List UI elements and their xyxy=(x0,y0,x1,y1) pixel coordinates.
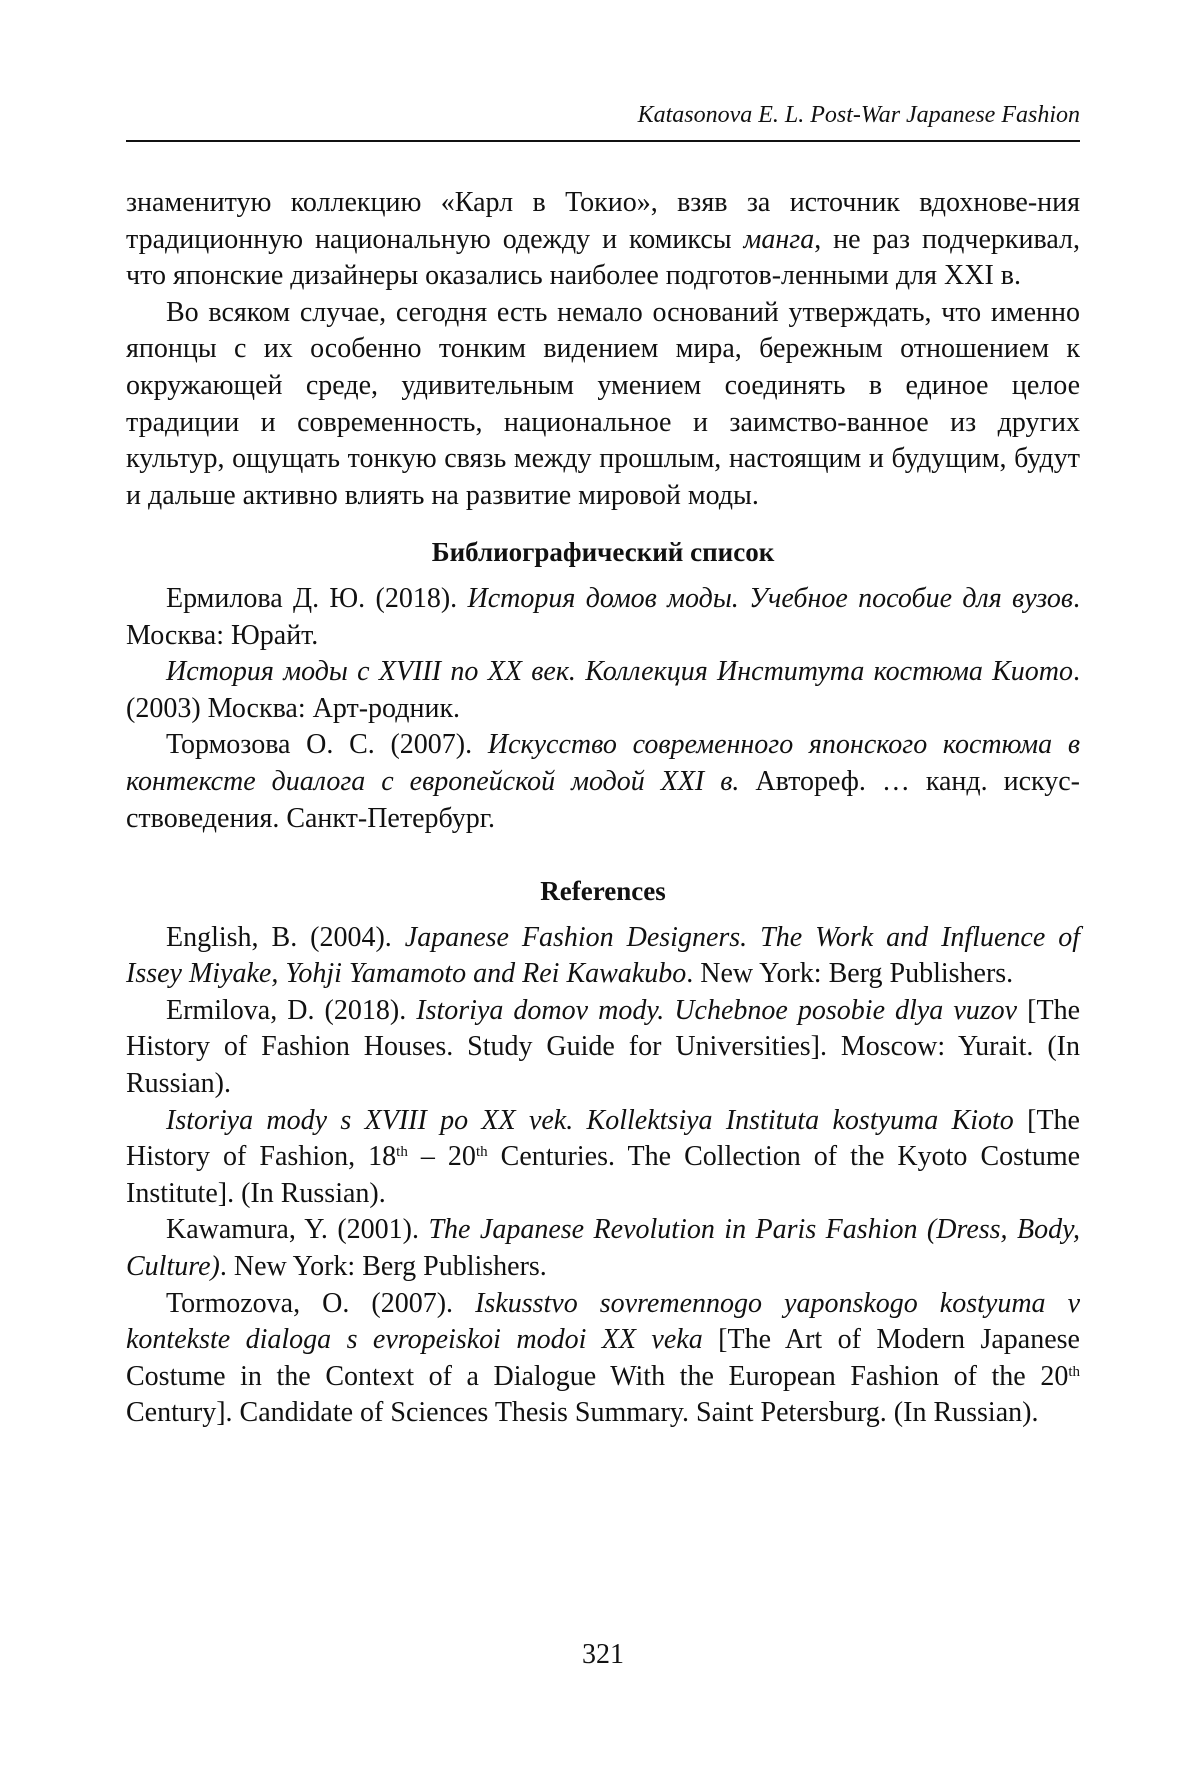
entry-author: Tormozova, O. (2007). xyxy=(166,1287,476,1319)
entry-title: История моды с XVIII по XX век. Коллекция Института костюма Киото xyxy=(166,656,1073,688)
entry-publisher: . Москва: Юрайт. xyxy=(126,582,1080,651)
bibliography-entry xyxy=(126,581,1080,654)
reference-entry xyxy=(126,1286,1080,1432)
reference-entry xyxy=(126,1212,1080,1285)
reference-entry xyxy=(126,920,1080,993)
ordinal-suffix: th xyxy=(1068,1363,1080,1380)
entry-title: Istoriya domov mody. Uchebnoe posobie dlya vuzov xyxy=(416,994,1018,1026)
header-rule xyxy=(126,140,1080,142)
entry-publisher: Century]. Candidate of Sciences Thesis Summary. Saint Petersburg. (In Russian). xyxy=(126,1397,1039,1429)
entry-title: Iskusstvo sovremennogo yaponskogo kostyuma v kontekste dialoga s evropeiskoi modoi XX veka xyxy=(126,1287,1080,1356)
entry-publisher: Автореф. … канд. искус-ствоведения. Санкт-Петербург. xyxy=(126,765,1081,834)
reference-entry xyxy=(126,993,1080,1103)
entry-author: Тормозова О. С. (2007). xyxy=(166,729,488,761)
entry-title: История домов моды. Учебное пособие для вузов xyxy=(467,582,1073,614)
entry-author: Ермилова Д. Ю. (2018). xyxy=(166,582,468,614)
entry-title: Искусство современного японского костюма в контексте диалога с европейской модой XXI в. xyxy=(126,729,1080,797)
entry-title: The Japanese Revolution in Paris Fashion (Dress, Body, Culture) xyxy=(126,1214,1080,1283)
body-paragraph-1 xyxy=(126,185,1080,295)
ordinal-suffix: th xyxy=(475,1144,488,1161)
ordinal-suffix: th xyxy=(396,1144,408,1161)
reference-entry xyxy=(126,1103,1080,1213)
entry-publisher: [The History of Fashion Houses. Study Guide for Universities]. Moscow: Yurait. (In Russian). xyxy=(126,994,1081,1100)
entry-author: Ermilova, D. (2018). xyxy=(166,994,417,1026)
bibliography-heading: Библиографический список xyxy=(431,537,775,568)
paragraph-text: знаменитую коллекцию «Карл в Токио», взяв за источник вдохнове-ния традиционную национальную одежду и комиксы xyxy=(126,187,1080,255)
entry-author: Kawamura, Y. (2001). xyxy=(166,1214,429,1246)
entry-publisher: [The Art of Modern Japanese Costume in the Context of a Dialogue With the European Fashion of the 20 xyxy=(126,1324,1080,1392)
running-head: Katasonova E. L. Post-War Japanese Fashion xyxy=(637,102,1080,128)
entry-title: Japanese Fashion Designers. The Work and Influence of Issey Miyake, Yohji Yamamoto and Rei Kawakubo xyxy=(126,921,1080,990)
paragraph-text: , не раз подчеркивал, что японские дизайнеры оказались наиболее подготов-ленными для XXI в. xyxy=(126,223,1080,292)
italic-term: манга xyxy=(743,223,815,255)
references-heading: References xyxy=(540,876,666,907)
bibliography-entry xyxy=(126,654,1080,727)
entry-publisher: . (2003) Москва: Арт-родник. xyxy=(126,656,1080,724)
bibliography-entry xyxy=(126,727,1080,837)
entry-publisher: . New York: Berg Publishers. xyxy=(219,1251,547,1283)
body-paragraph-2: Во всяком случае, сегодня есть немало оснований утверждать, что именно японцы с их особенно тонким видением мира, бережным отношением к окружающей среде, удивительным умением соединять в единое целое традиции и современность, национальное и заимство-ванное из других культур, ощущать тонкую связь между прошлым, настоящим и будущим, будут и дальше активно влиять на развитие мировой моды. xyxy=(126,296,1080,511)
entry-title: Istoriya mody s XVIII po XX vek. Kollektsiya Instituta kostyuma Kioto xyxy=(166,1104,1014,1136)
entry-publisher: [The History of Fashion, 18 xyxy=(126,1104,1080,1173)
entry-publisher: Centuries. The Collection of the Kyoto Costume Institute]. (In Russian). xyxy=(126,1141,1081,1209)
entry-author: English, B. (2004). xyxy=(166,921,405,953)
page-number: 321 xyxy=(582,1639,624,1670)
page-body xyxy=(126,185,1080,1432)
entry-publisher: – 20 xyxy=(407,1141,476,1173)
entry-publisher: . New York: Berg Publishers. xyxy=(686,958,1014,990)
